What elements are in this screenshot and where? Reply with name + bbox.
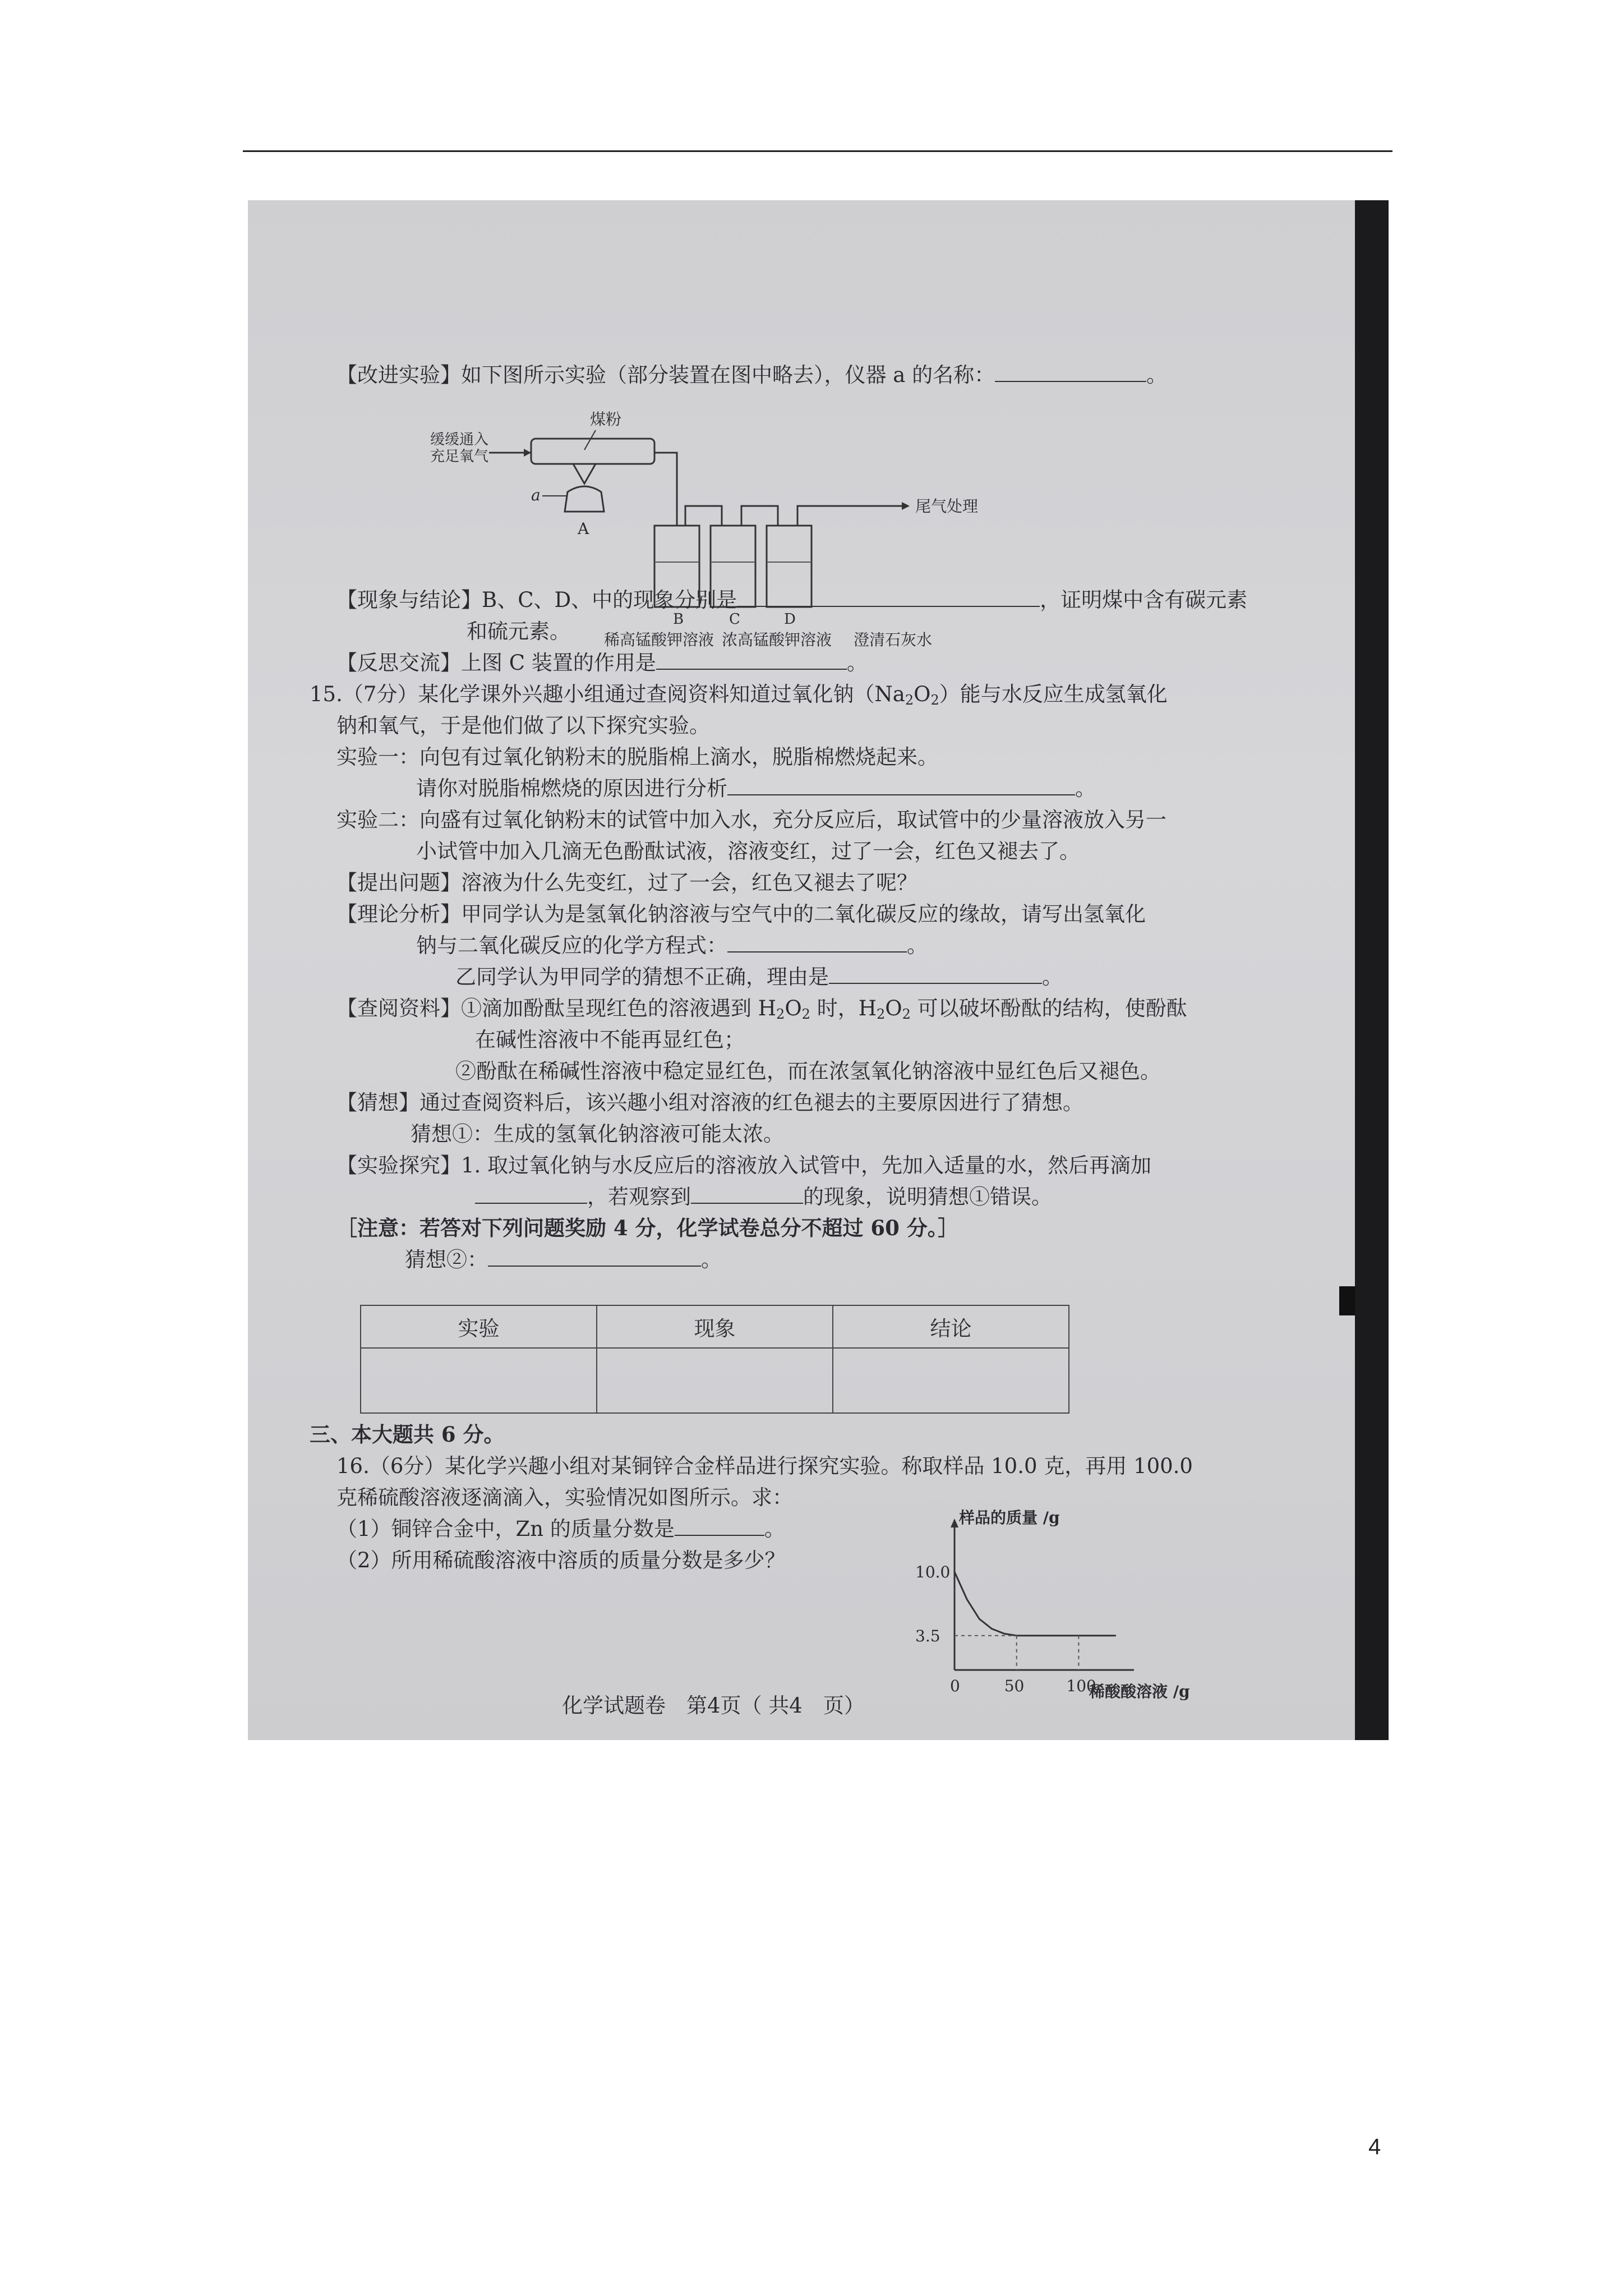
scanned-exam-photo [248, 200, 1389, 1740]
table-row [361, 1348, 1069, 1413]
part-3-heading: 三、本大题共 6 分。 [310, 1422, 505, 1447]
lookup-line-3: ②酚酞在稀碱性溶液中稳定显红色，而在浓氢氧化钠溶液中显红色后又褪色。 [455, 1059, 1161, 1083]
phenomena-line-2: 和硫元素。 [467, 619, 570, 643]
q16-sub-1: （1）铜锌合金中，Zn 的质量分数是 。 [336, 1517, 785, 1541]
label-a: a [531, 486, 541, 504]
table-cell [597, 1348, 833, 1413]
label-B: B [673, 611, 684, 628]
phenomena-line: 【现象与结论】B、C、D、中的现象分别是 ，证明煤中含有碳元素 [336, 588, 1248, 612]
combustion-tube [531, 439, 654, 464]
header-conclusion: 结论 [833, 1305, 1069, 1348]
guess-2: 猜想②： 。 [405, 1248, 722, 1272]
theory-line-3: 乙同学认为甲同学的猜想不正确，理由是 。 [455, 965, 1063, 989]
guess-1: 猜想①：生成的氢氧化钠溶液可能太浓。 [411, 1122, 784, 1146]
label-A: A [578, 519, 589, 538]
lookup-line-1: 【查阅资料】①滴加酚酞呈现红色的溶液遇到 $H_2O_2$ 时，$H_2O_2$ 可以破坏酚酞的结构，使酚酞 [336, 996, 1187, 1022]
experiment-2-line-1: 实验二：向盛有过氧化钠粉末的试管中加入水，充分反应后，取试管中的少量溶液放入另一 [336, 808, 1166, 832]
label-D: D [784, 611, 796, 628]
y-axis-arrow [951, 1519, 958, 1527]
explore-line-2: ，若观察到 的现象，说明猜想①错误。 [475, 1186, 1052, 1207]
header-rule [243, 150, 1393, 152]
mass-vs-acid-chart [893, 1502, 1257, 1709]
q16-line-2: 克稀硫酸溶液逐滴滴入，实验情况如图所示。求： [336, 1485, 793, 1510]
y-axis-label: 样品的质量 /g [959, 1508, 1060, 1527]
x-tick-label: 100 [1066, 1677, 1096, 1695]
table-cell [361, 1348, 597, 1413]
q16-sub-2: （2）所用稀硫酸溶液中溶质的质量分数是多少？ [336, 1548, 786, 1572]
experiment-2-line-2: 小试管中加入几滴无色酚酞试液，溶液变红，过了一会，红色又褪去了。 [416, 839, 1080, 863]
theory-line-1: 【理论分析】甲同学认为是氢氧化钠溶液与空气中的二氧化碳反应的缘故，请写出氢氧化 [336, 902, 1146, 926]
exhaust-label: 尾气处理 [915, 497, 979, 516]
table-header-row [361, 1305, 1069, 1348]
q15-line-1: 15.（7分）某化学课外兴趣小组通过查阅资料知道过氧化钠$(Na_2O_2)$能与水反应生成氢氧化 [310, 682, 1168, 708]
oxygen-inlet-label: 缓缓通入 [430, 431, 489, 448]
experiment-1: 实验一：向包有过氧化钠粉末的脱脂棉上滴水，脱脂棉燃烧起来。 [336, 745, 938, 769]
label-C: C [729, 611, 740, 628]
q15-line-2: 钠和氧气，于是他们做了以下探究实验。 [336, 714, 710, 738]
q16-line-1: 16.（6分）某化学兴趣小组对某铜锌合金样品进行探究实验。称取样品 10.0 克，再用 100.0 [336, 1454, 1193, 1478]
bonus-note: ［注意：若答对下列问题奖励 4 分，化学试卷总分不超过 60 分。］ [336, 1216, 959, 1240]
header-phenomenon: 现象 [597, 1305, 833, 1348]
alcohol-lamp [565, 486, 604, 512]
scan-edge-mark [1339, 1286, 1355, 1315]
page-footer: 化学试题卷 第4页（ 共4 页） [562, 1694, 865, 1718]
table-cell [833, 1348, 1069, 1413]
x-tick-label: 0 [950, 1677, 960, 1695]
dilute-kmno4-label: 稀高锰酸钾溶液 [604, 631, 714, 649]
page-number: 4 [1368, 2134, 1381, 2159]
guess-line: 【猜想】通过查阅资料后，该兴趣小组对溶液的红色褪去的主要原因进行了猜想。 [336, 1091, 1083, 1115]
exam-paper [248, 200, 1355, 1740]
theory-line-2: 钠与二氧化碳反应的化学方程式： 。 [416, 933, 928, 958]
results-table [360, 1305, 1069, 1414]
x-axis-label: 稀酸酸溶液 /g [1089, 1682, 1190, 1701]
x-tick-label: 50 [1004, 1677, 1025, 1695]
y-tick-label: 10.0 [915, 1563, 951, 1581]
experiment-1-question: 请你对脱脂棉燃烧的原因进行分析 。 [416, 776, 1096, 800]
y-tick-label: 3.5 [915, 1626, 940, 1645]
limewater-label: 澄清石灰水 [854, 631, 933, 649]
reflection-line: 【反思交流】上图 C 装置的作用是 。 [336, 651, 868, 675]
mass-curve [955, 1572, 1116, 1636]
conc-kmno4-label: 浓高锰酸钾溶液 [722, 631, 832, 649]
oxygen-inlet-label-2: 充足氧气 [430, 448, 489, 465]
header-experiment: 实验 [361, 1305, 597, 1348]
raise-question: 【提出问题】溶液为什么先变红，过了一会，红色又褪去了呢？ [336, 871, 917, 895]
improve-experiment-line: 【改进实验】如下图所示实验（部分装置在图中略去），仪器 a 的名称： 。 [336, 363, 1168, 387]
lamp-flame [573, 464, 596, 484]
explore-line-1: 【实验探究】1. 取过氧化钠与水反应后的溶液放入试管中，先加入适量的水，然后再滴加 [336, 1153, 1152, 1177]
coal-powder-label: 煤粉 [590, 410, 622, 429]
lookup-line-2: 在碱性溶液中不能再显红色； [475, 1028, 745, 1052]
